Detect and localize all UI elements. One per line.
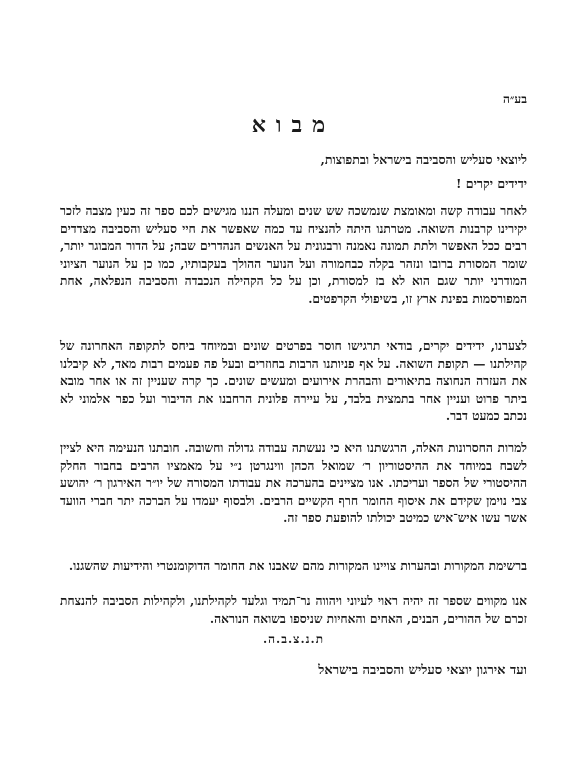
paragraph-1: לאחר עבודה קשה ומאומצת שנמשכה שש שנים ומעלה הננו מגישים לכם ספר זה כעין מצבה לזכר יקירינו קרבנות השואה. מטרתנו היתה להנציח עד כמה שאפשר את חיי סעליש והסביבה מצדדים רבים ככל האפשר ולתת תמונה נאמנה ורבגונית על האנשים הנהדרים שבה; על הדור המבוגר יותר, שומר המסורת ברובו ונזהר בקלה כבחמורה ועל הנוער ההולך בעקבותיו, כמו כן על הנוער הציוני המודרני יותר שגם הוא לא בז למסורת, וכן על כל הקהילה הנכבדה והסביבה הנפלאה, אחת המפורסמות בפינת ארץ זו, בשיפולי הקרפטים. — [60, 204, 527, 306]
bh-mark: בע״ה — [502, 92, 527, 106]
paragraph-3: למרות החסרונות האלה, הרגשתנו היא כי נעשתה עבודה גדולה וחשובה. חובתנו הנעימה היא לציין לשבח במיוחד את ההיסטוריון ר׳ שמואל הכהן ווינגרטן נ״י על מאמציו הרבים בחבור החלק ההיסטורי של הספר ועריכתו. אנו מציינים בהערכה את עבודתו המסורה של יו״ר האירגון ר׳ יהושע צבי נוימן שקידם את איסוף החומר חרף הקשיים הרבים. ולבסוף יעמדו על הברכה יתר חברי הוועד אשר עשו איש־איש כמיטב יכולתו להופעת ספר זה. — [60, 441, 527, 525]
paragraph-4: ברשימת המקורות ובהערות צויינו המקורות מהם שאבנו את החומר הדוקומנטרי והידיעות שהשגנו. — [68, 559, 527, 573]
addressee-line: ליוצאי סעליש והסביבה בישראל ובתפוצות, — [320, 152, 527, 167]
salutation-line: ידידים יקרים ! — [455, 176, 527, 191]
page-title: מבוא — [251, 112, 336, 138]
paragraph-2: לצערנו, ידידים יקרים, בודאי תרגישו חוסר בפרטים שונים ובמיוחד ביחס לתקופה האחרונה של קהילתנו — תקופת השואה. על אף פניותנו הרבות בחוזרים ובעל פה פעמים רבות מאד, לא קיבלנו את העזרה הנחוצה בתיאורים והבהרת אירועים ומעשים שונים. כך קרה שעניין זה או אחר מובא ביתר פרוט ועניין אחר בתמצית בלבד, על עיירה פלונית הרחבנו את הדיבור ועל כפר אלמוני לא נכתב כמעט דבר. — [60, 339, 527, 423]
memorial-initials: ת.נ.צ.ב.ה. — [262, 632, 325, 646]
paragraph-5: אנו מקווים שספר זה יהיה ראוי לעיוני ויהווה נר־תמיד וגלעד לקהילתנו, ולקהילות הסביבה להנצחת זכרם של ההורים, הבנים, האחים והאחיות שניספו בשואה הנוראה. — [60, 594, 527, 626]
signature-line: ועד אירגון יוצאי סעליש והסביבה בישראל — [318, 663, 527, 678]
